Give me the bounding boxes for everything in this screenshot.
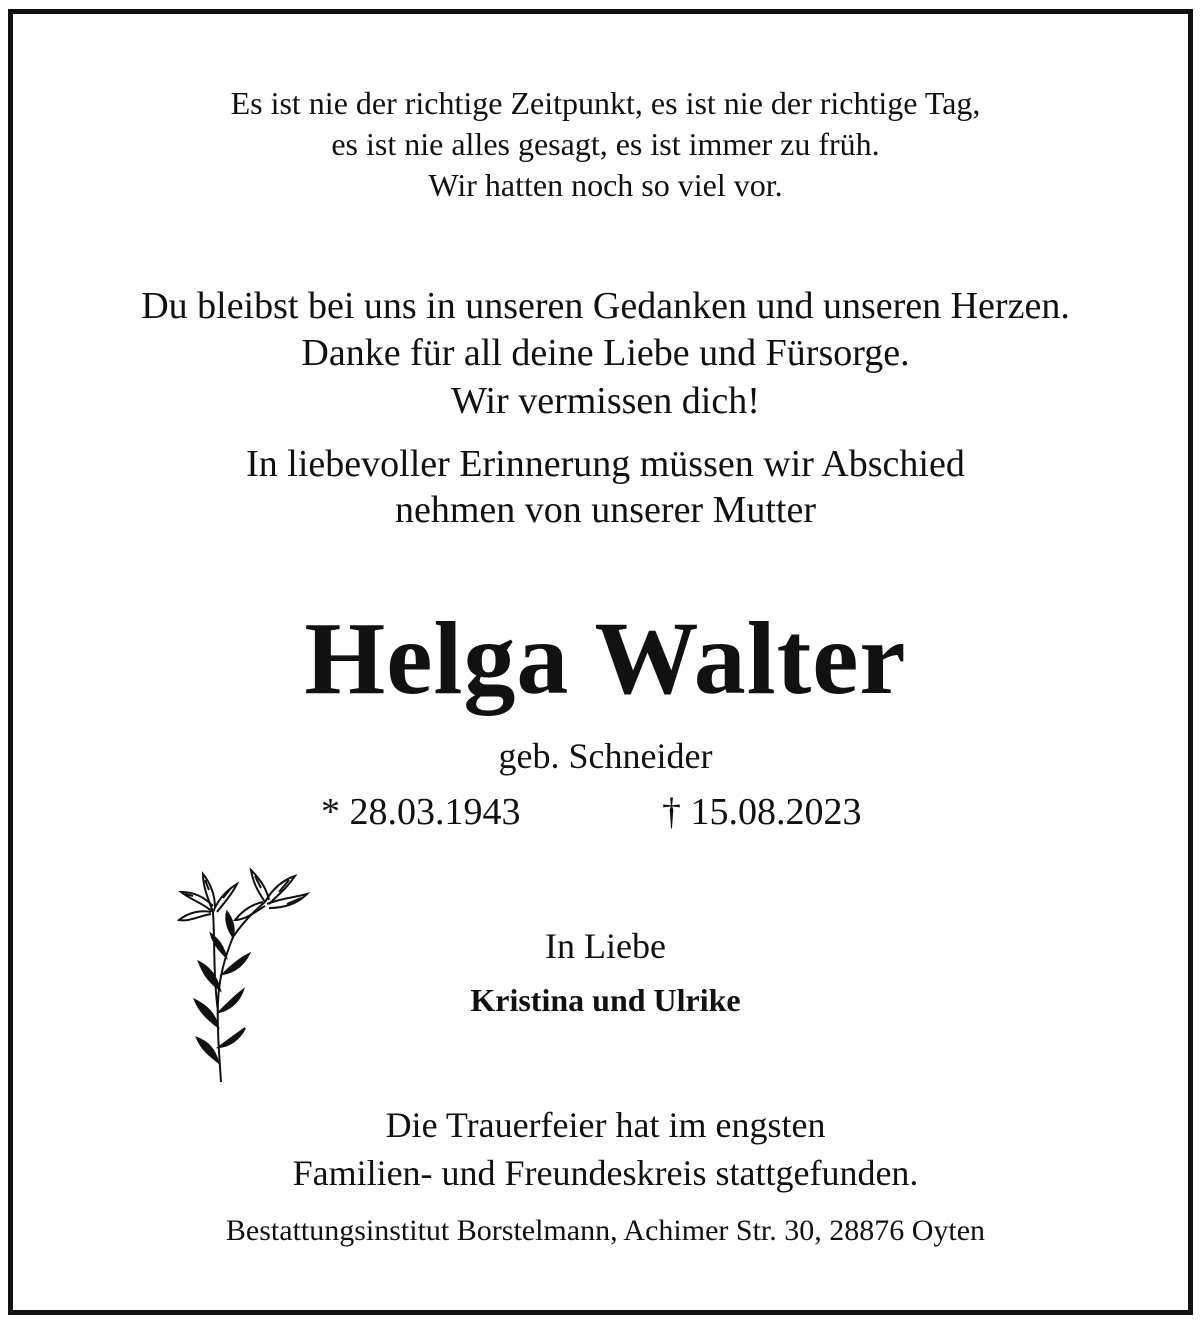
service-line-1: Die Trauerfeier hat im engsten <box>385 1105 826 1145</box>
verse-line-2: es ist nie alles gesagt, es ist immer zu früh. <box>331 126 880 162</box>
mourners-names: Kristina und Ulrike <box>470 982 741 1018</box>
obituary-card <box>8 9 1193 1315</box>
message-line-2: Danke für all deine Liebe und Fürsorge. <box>301 332 910 374</box>
deceased-name: Helga Walter <box>304 601 907 716</box>
intro-line-1: In liebevoller Erinnerung müssen wir Abschied <box>246 443 965 485</box>
lily-flower-icon <box>173 862 333 1087</box>
maiden-name: geb. Schneider <box>498 736 713 776</box>
intro-line-2: nehmen von unserer Mutter <box>394 489 817 531</box>
message-line-3: Wir vermissen dich! <box>451 380 760 422</box>
service-line-2: Familien- und Freundeskreis stattgefunden. <box>292 1153 919 1193</box>
funeral-home: Bestattungsinstitut Borstelmann, Achimer Str. 30, 28876 Oyten <box>225 1214 986 1247</box>
verse-line-1: Es ist nie der richtige Zeitpunkt, es ist nie der richtige Tag, <box>230 85 981 121</box>
verse-line-3: Wir hatten noch so viel vor. <box>428 167 783 203</box>
death-date: † 15.08.2023 <box>662 791 862 833</box>
mourners-intro: In Liebe <box>545 926 666 966</box>
birth-date: * 28.03.1943 <box>321 791 521 833</box>
message-line-1: Du bleibst bei uns in unseren Gedanken und unseren Herzen. <box>141 285 1070 327</box>
